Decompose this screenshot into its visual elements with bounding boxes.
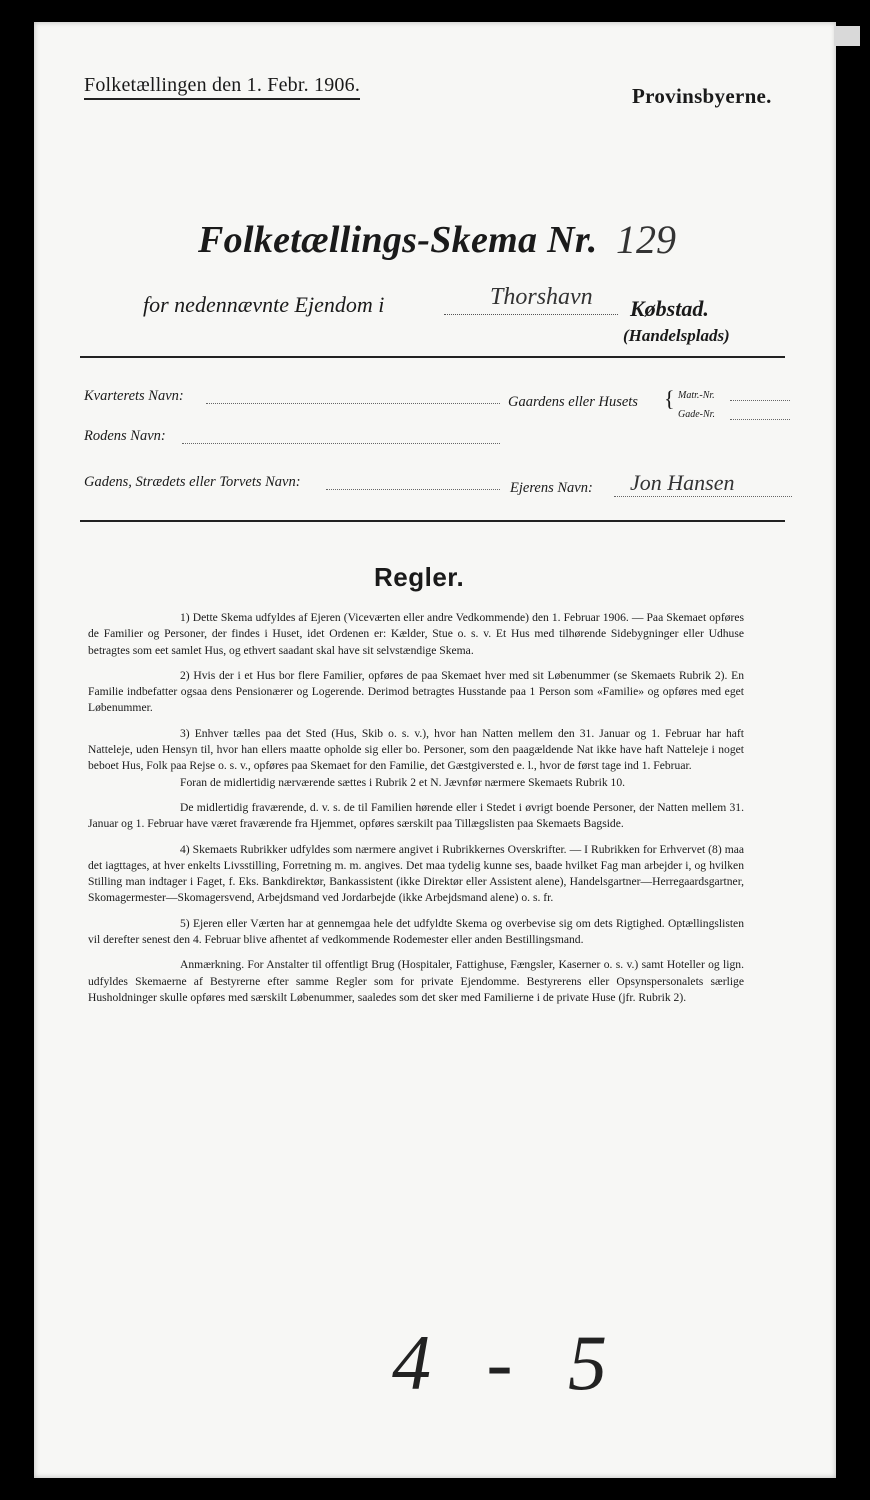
- matr-nr-label: Matr.-Nr.: [678, 390, 715, 401]
- property-location-label: for nedennævnte Ejendom i: [143, 292, 385, 317]
- annotation-note: Anmærkning. For Anstalter til offentligt Brug (Hospitaler, Fattighuse, Fængsler, Kaserner o. s. v.) samt Hoteller og lign. udfyldes Skemaerne af Bestyrerne efter samme Regler som for private Ejendomme. Bestyrerens eller Opsynspersonalets særlige Husholdninger skulle opføres med særskilt Løbenummer, saaledes som det sker med Familierne i de private Huse (jfr. Rubrik 2).: [88, 958, 744, 1004]
- rule-3: 3) Enhver tælles paa det Sted (Hus, Skib o. s. v.), hvor han Natten mellem den 31. Januar og 1. Februar har haft Natteleje, uden Hensyn til, hvor han ellers maatte opholde sig eller bo. Personer, som den paagældende Nat ikke have haft Natteleje i noget beboet Hus, Folk paa Rejse o. s. v., opføres paa Skemaet for den Familie, det Gæstgiversted e. l., hvor de først tage ind 1. Februar.: [88, 726, 744, 773]
- rodens-navn-label: Rodens Navn:: [84, 428, 166, 444]
- form-title: Folketællings-Skema Nr.: [198, 219, 598, 261]
- owner-name-handwritten: Jon Hansen: [630, 470, 735, 495]
- brace-symbol: {: [664, 386, 675, 411]
- region-label: Provinsbyerne.: [632, 84, 772, 108]
- rule-2: 2) Hvis der i et Hus bor flere Familier, opføres de paa Skemaet hver med sit Løbenummer (se Skemaets Rubrik 2). En Familie indbefatter ogsaa dens Pensionærer og Logerende. Derimod betragtes Husstande paa 1 Person som «Familie» og opføres med eget Løbenummer.: [88, 668, 744, 715]
- gade-nr-label: Gade-Nr.: [678, 409, 715, 420]
- rule-3-note-present: Foran de midlertidig nærværende sættes i Rubrik 2 et N. Jævnfør nærmere Skemaets Rubrik 10.: [180, 775, 626, 789]
- ejerens-navn-label: Ejerens Navn:: [510, 480, 593, 496]
- rules-body: [88, 610, 744, 1006]
- handelsplads-label: (Handelsplads): [623, 326, 730, 345]
- rule-4: 4) Skemaets Rubrikker udfyldes som nærmere angivet i Rubrikkernes Overskrifter. — I Rubrikken for Erhvervet (8) maa det iagttages, at hver enkelts Livsstilling, Forretning m. m. angives. Det maa tydelig kunne ses, baade hvilket Fag man arbejder i, og hvilken Stilling man indtager i Faget, f. Eks. Bankdirektør, Bankassistent (ikke Direktør eller Assistent alene), Handelsgartner—Herregaardsgartner, Skomagermester—Skomagersvend, Arbejdsmand ved Jordarbejde (ikke Arbejdsmand alene) o. s. fr.: [88, 842, 744, 905]
- rule-5: 5) Ejeren eller Værten har at gennemgaa hele det udfyldte Skema og overbevise sig om dets Rigtighed. Optællingslisten vil derefter senest den 4. Februar blive afhentet af vedkommende Rodemester eller anden Bestillingsmand.: [88, 916, 744, 947]
- gadens-navn-label: Gadens, Strædets eller Torvets Navn:: [84, 474, 301, 490]
- census-title: Folketællingen den 1. Febr. 1906.: [84, 74, 360, 100]
- rule-3-note-absent: De midlertidig fraværende, d. v. s. de til Familien hørende eller i Stedet i øvrigt boende Personer, der Natten mellem 31. Januar og 1. Februar have været fraværende fra Hjemmet, opføres særskilt paa Tillægslisten paa Skemaets Bagside.: [88, 800, 744, 831]
- rodens-navn-line: [182, 443, 500, 444]
- divider-top: [80, 356, 785, 358]
- matr-nr-line: [730, 400, 790, 401]
- town-dotted-line: [444, 314, 618, 315]
- ejerens-navn-line: [614, 496, 792, 497]
- kvarterets-navn-line: [206, 403, 500, 404]
- rules-heading: Regler.: [374, 562, 465, 592]
- divider-bottom: [80, 520, 785, 522]
- kvarterets-navn-label: Kvarterets Navn:: [84, 388, 184, 404]
- rule-1: 1) Dette Skema udfyldes af Ejeren (Viceværten eller andre Vedkommende) den 1. Februar 1906. — Paa Skemaet opføres de Familier og Personer, der findes i Huset, idet Ordenen er: Kælder, Stue o. s. v. Et Hus med tilhørende Sidebygninger eller Udhuse betragtes som eet samlet Hus, og ethvert saadant skal have sit selvstændige Skema.: [88, 611, 744, 657]
- kobstad-label: Købstad.: [630, 296, 709, 321]
- handwritten-page-numbers: 4 - 5: [392, 1319, 625, 1406]
- town-handwritten: Thorshavn: [490, 284, 593, 310]
- gadens-navn-line: [326, 489, 500, 490]
- gaardens-label: Gaardens eller Husets: [508, 394, 638, 410]
- page-corner-tab: [834, 26, 860, 46]
- skema-number-handwritten: 129: [616, 217, 676, 262]
- gade-nr-line: [730, 419, 790, 420]
